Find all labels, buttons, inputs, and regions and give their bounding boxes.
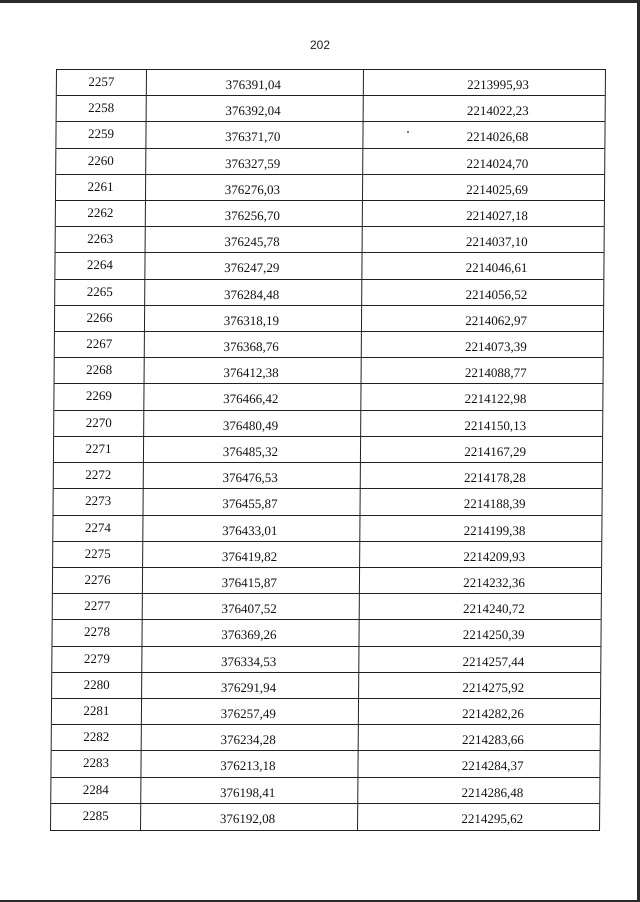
y-coordinate-cell: 2214062,97	[465, 312, 528, 328]
x-coordinate-cell: 376368,76	[145, 332, 362, 357]
y-coordinate-cell: 2214056,52	[465, 286, 528, 302]
x-coordinate-cell: 376407,52	[143, 594, 360, 619]
table-row	[52, 699, 600, 725]
x-coordinate-cell: 376476,53	[144, 463, 361, 488]
table-row	[52, 673, 600, 699]
x-coordinate-cell: 376192,08	[141, 804, 358, 830]
point-number-cell: 2273	[54, 489, 144, 514]
x-coordinate-cell: 376318,19	[145, 306, 362, 331]
y-coordinate-cell: 2214275,92	[462, 679, 525, 695]
x-coordinate-cell: 376455,87	[144, 489, 361, 514]
point-number-cell: 2275	[53, 542, 143, 567]
table-row	[54, 384, 602, 410]
x-coordinate-cell: 376257,49	[142, 699, 359, 724]
point-number-cell: 2261	[56, 175, 146, 200]
scan-border-top	[0, 0, 640, 3]
point-number-cell: 2283	[51, 751, 141, 776]
y-coordinate-cell: 2214027,18	[466, 208, 528, 224]
point-number-cell: 2282	[52, 725, 142, 750]
point-number-cell: 2278	[52, 620, 142, 645]
y-coordinate-cell: 2214188,39	[463, 496, 526, 512]
y-coordinate-cell: 2214257,44	[462, 653, 525, 669]
point-number-cell: 2271	[54, 437, 144, 462]
point-number-cell: 2276	[53, 568, 143, 593]
y-coordinate-cell: 2214232,36	[463, 574, 526, 590]
point-number-cell: 2257	[57, 70, 147, 95]
y-coordinate-cell: 2214024,70	[466, 155, 529, 171]
y-coordinate-cell: 2214037,10	[465, 234, 528, 250]
y-coordinate-cell: 2214046,61	[465, 260, 528, 276]
x-coordinate-cell: 376466,42	[144, 384, 361, 409]
point-number-cell: 2262	[56, 201, 146, 226]
y-coordinate-cell: 2214167,29	[464, 443, 527, 459]
point-number-cell: 2260	[56, 149, 146, 174]
point-number-cell: 2277	[53, 594, 143, 619]
point-number-cell: 2285	[51, 804, 141, 830]
y-coordinate-cell: 2214240,72	[462, 601, 525, 617]
x-coordinate-cell: 376327,59	[146, 149, 363, 174]
x-coordinate-cell: 376485,32	[144, 437, 361, 462]
point-number-cell: 2268	[55, 358, 145, 383]
x-coordinate-cell: 376369,26	[142, 620, 359, 645]
table-row	[53, 516, 601, 542]
y-coordinate-cell: 2214088,77	[464, 365, 527, 381]
point-number-cell: 2269	[54, 384, 144, 409]
point-number-cell: 2266	[55, 306, 145, 331]
x-coordinate-cell: 376291,94	[142, 673, 359, 698]
table-row	[55, 253, 603, 279]
point-number-cell: 2281	[52, 699, 142, 724]
table-row	[51, 751, 599, 777]
y-coordinate-cell: 2214209,93	[463, 548, 526, 564]
y-coordinate-cell: 2214282,26	[462, 705, 524, 721]
table-row	[55, 332, 603, 358]
point-number-cell: 2280	[52, 673, 142, 698]
x-coordinate-cell: 376433,01	[143, 516, 360, 541]
scan-speck	[407, 131, 409, 133]
x-coordinate-cell: 376480,49	[144, 411, 361, 436]
y-coordinate-cell: 2213995,93	[467, 77, 529, 92]
table-row	[53, 594, 601, 620]
x-coordinate-cell: 376392,04	[147, 96, 364, 121]
y-coordinate-cell: 2214025,69	[466, 181, 529, 197]
point-number-cell: 2272	[54, 463, 144, 488]
y-coordinate-cell: 2214022,23	[466, 103, 529, 119]
y-coordinate-cell: 2214026,68	[466, 129, 529, 145]
table-row	[56, 175, 604, 201]
y-coordinate-cell: 2214150,13	[464, 417, 527, 433]
table-row	[51, 778, 599, 804]
point-number-cell: 2263	[56, 227, 146, 252]
table-row	[55, 358, 603, 384]
coordinates-table	[50, 69, 606, 831]
x-coordinate-cell: 376213,18	[141, 751, 358, 776]
table-row	[52, 647, 600, 673]
x-coordinate-cell: 376412,38	[145, 358, 362, 383]
table-row	[56, 201, 604, 227]
y-coordinate-cell: 2214122,98	[464, 391, 527, 407]
table-row	[54, 463, 602, 489]
table-row	[52, 725, 600, 751]
table-row	[57, 70, 605, 96]
table-row	[54, 411, 602, 437]
table-row	[55, 306, 603, 332]
table-row	[53, 489, 601, 515]
y-coordinate-cell: 2214286,48	[461, 784, 524, 800]
y-coordinate-cell: 2214250,39	[462, 627, 525, 643]
page-number: 202	[309, 38, 331, 52]
x-coordinate-cell: 376415,87	[143, 568, 360, 593]
x-coordinate-cell: 376391,04	[147, 70, 364, 95]
point-number-cell: 2259	[56, 122, 146, 147]
table-row	[56, 227, 604, 253]
x-coordinate-cell: 376371,70	[146, 122, 363, 147]
y-coordinate-cell: 2214283,66	[461, 732, 524, 748]
table-row	[51, 804, 599, 830]
y-coordinate-cell: 2214199,38	[463, 522, 526, 538]
x-coordinate-cell: 376284,48	[145, 280, 362, 305]
table-row	[53, 568, 601, 594]
point-number-cell: 2274	[53, 516, 143, 541]
point-number-cell: 2279	[52, 647, 142, 672]
x-coordinate-cell: 376256,70	[146, 201, 363, 226]
x-coordinate-cell: 376247,29	[145, 253, 362, 278]
y-coordinate-cell: 2214284,37	[461, 758, 524, 774]
table-row	[53, 542, 601, 568]
x-coordinate-cell: 376198,41	[141, 778, 358, 803]
table-row	[55, 280, 603, 306]
point-number-cell: 2264	[55, 253, 145, 278]
x-coordinate-cell: 376419,82	[143, 542, 360, 567]
y-coordinate-cell: 2214178,28	[463, 470, 526, 486]
table-row	[54, 437, 602, 463]
x-coordinate-cell: 376276,03	[146, 175, 363, 200]
table-row	[57, 96, 605, 122]
y-coordinate-cell: 2214295,62	[461, 810, 524, 826]
x-coordinate-cell: 376334,53	[142, 647, 359, 672]
x-coordinate-cell: 376245,78	[146, 227, 363, 252]
table-row	[52, 620, 600, 646]
point-number-cell: 2270	[54, 411, 144, 436]
point-number-cell: 2265	[55, 280, 145, 305]
point-number-cell: 2284	[51, 778, 141, 803]
x-coordinate-cell: 376234,28	[142, 725, 359, 750]
point-number-cell: 2267	[55, 332, 145, 357]
y-coordinate-cell: 2214073,39	[465, 339, 527, 355]
table-row	[56, 149, 604, 175]
table-row	[56, 122, 604, 148]
point-number-cell: 2258	[57, 96, 147, 121]
